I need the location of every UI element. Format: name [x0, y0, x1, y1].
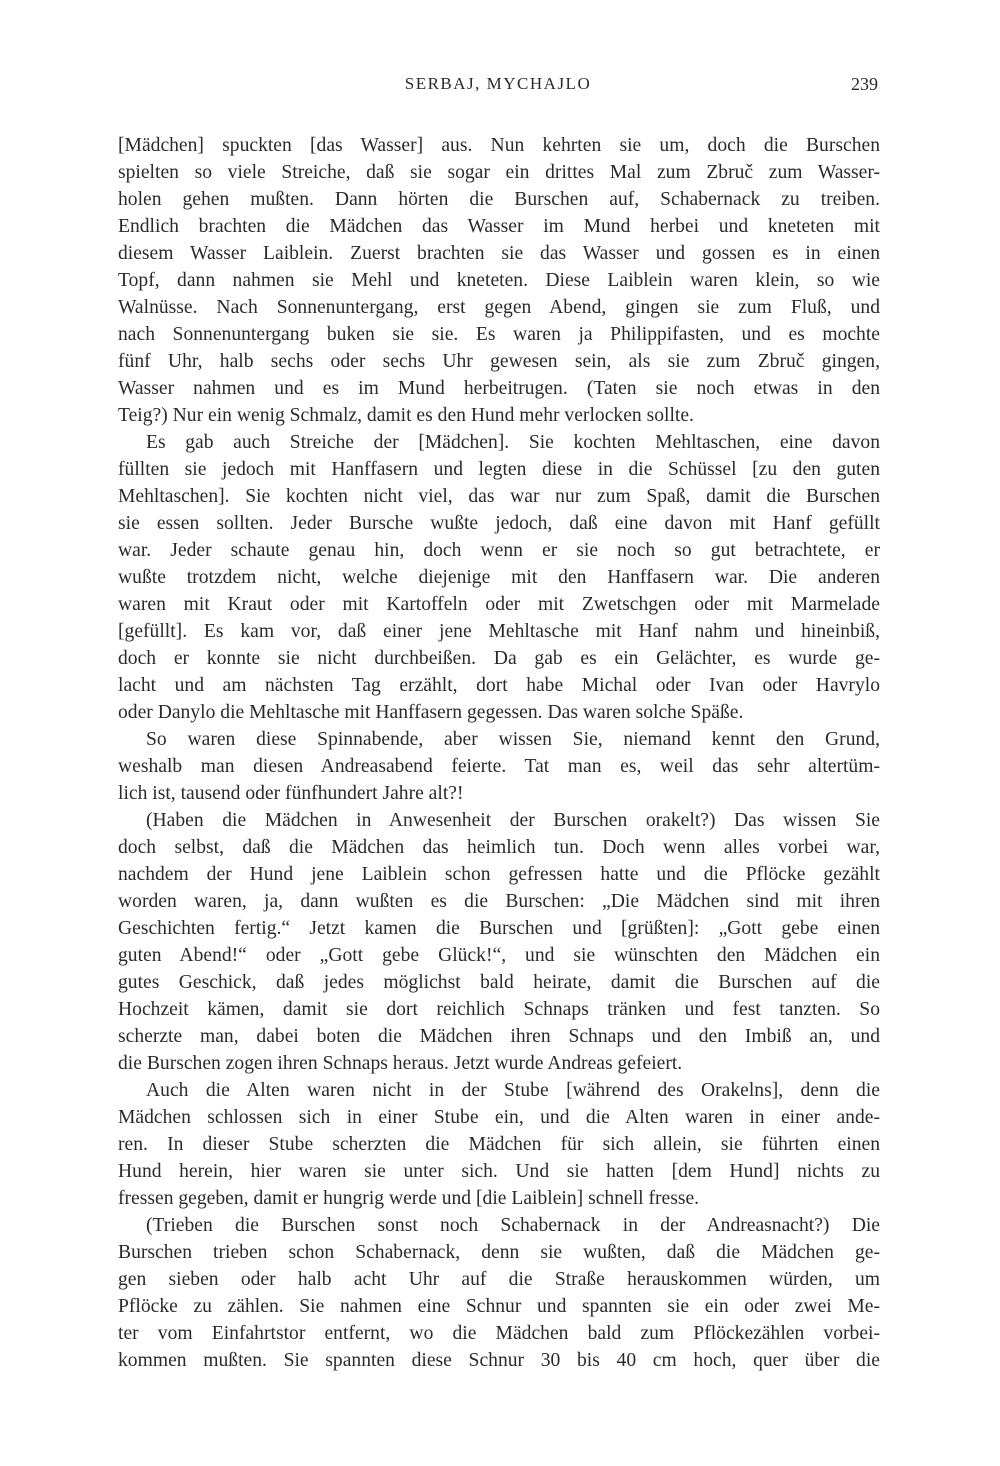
text-line: Walnüsse. Nach Sonnenuntergang, erst gegen Abend, gingen sie zum Fluß, und — [118, 297, 880, 318]
text-line: gen sieben oder halb acht Uhr auf die Straße herauskommen würden, um — [118, 1269, 880, 1290]
text-line: weshalb man diesen Andreasabend feierte. Tat man es, weil das sehr altertüm- — [118, 756, 880, 777]
text-line: wußte trotzdem nicht, welche diejenige mit den Hanffasern war. Die anderen — [118, 567, 880, 588]
text-line: Auch die Alten waren nicht in der Stube [während des Orakelns], denn die — [146, 1080, 880, 1101]
text-line: Mädchen schlossen sich in einer Stube ein, und die Alten waren in einer ande- — [118, 1107, 880, 1128]
text-line: fünf Uhr, halb sechs oder sechs Uhr gewesen sein, als sie zum Zbruč gingen, — [118, 351, 880, 372]
text-line: (Haben die Mädchen in Anwesenheit der Burschen orakelt?) Das wissen Sie — [146, 810, 880, 831]
text-line: guten Abend!“ oder „Gott gebe Glück!“, und sie wünschten den Mädchen ein — [118, 945, 880, 966]
text-line: fressen gegeben, damit er hungrig werde und [die Laiblein] schnell fresse. — [118, 1188, 700, 1209]
text-line: Es gab auch Streiche der [Mädchen]. Sie kochten Mehltaschen, eine davon — [146, 432, 880, 453]
text-line: oder Danylo die Mehltasche mit Hanffasern gegessen. Das waren solche Späße. — [118, 702, 744, 723]
text-line: war. Jeder schaute genau hin, doch wenn er sie noch so gut betrachtete, er — [118, 540, 880, 561]
running-head: SERBAJ, MYCHAJLO — [404, 74, 592, 93]
text-line: scherzte man, dabei boten die Mädchen ihren Schnaps und den Imbiß an, und — [118, 1026, 880, 1047]
text-line: füllten sie jedoch mit Hanffasern und legten diese in die Schüssel [zu den guten — [118, 459, 880, 480]
text-line: doch selbst, daß die Mädchen das heimlich tun. Doch wenn alles vorbei war, — [118, 837, 880, 858]
text-line: diesem Wasser Laiblein. Zuerst brachten sie das Wasser und gossen es in einen — [118, 243, 880, 264]
text-line: Topf, dann nahmen sie Mehl und kneteten. Diese Laiblein waren klein, so wie — [118, 270, 880, 291]
text-line: Mehltaschen]. Sie kochten nicht viel, das war nur zum Spaß, damit die Burschen — [118, 486, 880, 507]
text-line: Burschen trieben schon Schabernack, denn sie wußten, daß die Mädchen ge- — [118, 1242, 880, 1263]
text-line: doch er konnte sie nicht durchbeißen. Da gab es ein Gelächter, es wurde ge- — [118, 648, 880, 669]
body-text — [118, 132, 880, 1374]
text-line: worden waren, ja, dann wußten es die Burschen: „Die Mädchen sind mit ihren — [118, 891, 880, 912]
page-number: 239 — [851, 74, 878, 94]
text-line: Wasser nahmen und es im Mund herbeitrugen. (Taten sie noch etwas in den — [118, 378, 880, 399]
text-line: spielten so viele Streiche, daß sie sogar ein drittes Mal zum Zbruč zum Wasser- — [118, 162, 880, 183]
text-line: Hochzeit kämen, damit sie dort reichlich Schnaps tränken und fest tanzten. So — [118, 999, 880, 1020]
text-line: ren. In dieser Stube scherzten die Mädchen für sich allein, sie führten einen — [118, 1134, 880, 1155]
page-header — [118, 74, 878, 100]
text-line: [Mädchen] spuckten [das Wasser] aus. Nun kehrten sie um, doch die Burschen — [118, 135, 880, 156]
text-line: Endlich brachten die Mädchen das Wasser im Mund herbei und kneteten mit — [118, 216, 880, 237]
text-line: So waren diese Spinnabende, aber wissen Sie, niemand kennt den Grund, — [146, 729, 880, 750]
text-line: kommen mußten. Sie spannten diese Schnur 30 bis 40 cm hoch, quer über die — [118, 1350, 880, 1371]
text-line: gutes Geschick, daß jedes möglichst bald heirate, damit die Burschen auf die — [118, 972, 880, 993]
text-line: nach Sonnenuntergang buken sie sie. Es waren ja Philippifasten, und es mochte — [118, 324, 880, 345]
text-line: Hund herein, hier waren sie unter sich. Und sie hatten [dem Hund] nichts zu — [118, 1161, 880, 1182]
text-line: sie essen sollten. Jeder Bursche wußte jedoch, daß eine davon mit Hanf gefüllt — [118, 513, 880, 534]
text-line: ter vom Einfahrtstor entfernt, wo die Mädchen bald zum Pflöckezählen vorbei- — [118, 1323, 880, 1344]
text-line: lich ist, tausend oder fünfhundert Jahre alt?! — [118, 783, 464, 804]
text-line: nachdem der Hund jene Laiblein schon gefressen hatte und die Pflöcke gezählt — [118, 864, 880, 885]
text-line: Geschichten fertig.“ Jetzt kamen die Burschen und [grüßten]: „Gott gebe einen — [118, 918, 880, 939]
text-line: holen gehen mußten. Dann hörten die Burschen auf, Schabernack zu treiben. — [118, 189, 880, 210]
text-line: Teig?) Nur ein wenig Schmalz, damit es den Hund mehr verlocken sollte. — [118, 405, 694, 426]
text-line: waren mit Kraut oder mit Kartoffeln oder mit Zwetschgen oder mit Marmelade — [118, 594, 880, 615]
text-line: lacht und am nächsten Tag erzählt, dort habe Michal oder Ivan oder Havrylo — [118, 675, 880, 696]
text-line: Pflöcke zu zählen. Sie nahmen eine Schnur und spannten sie ein oder zwei Me- — [118, 1296, 880, 1317]
text-line: (Trieben die Burschen sonst noch Schabernack in der Andreasnacht?) Die — [146, 1215, 880, 1236]
text-line: die Burschen zogen ihren Schnaps heraus. Jetzt wurde Andreas gefeiert. — [118, 1053, 683, 1074]
text-line: [gefüllt]. Es kam vor, daß einer jene Mehltasche mit Hanf nahm und hineinbiß, — [118, 621, 880, 642]
